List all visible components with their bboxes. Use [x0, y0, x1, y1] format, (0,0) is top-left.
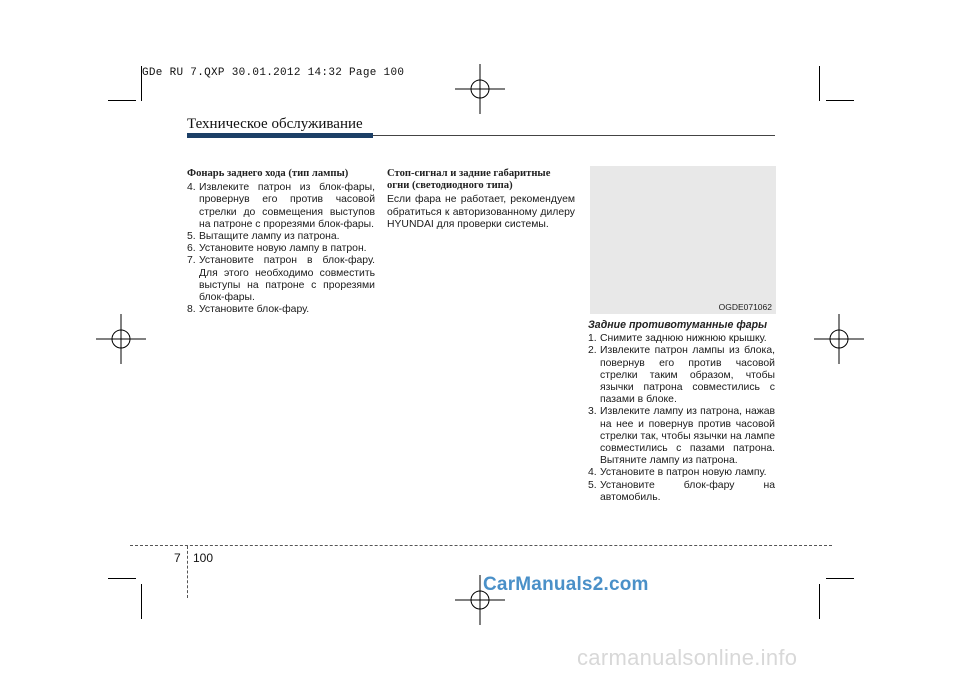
section-title-rule — [373, 135, 775, 136]
registration-mark-top — [455, 64, 505, 114]
list-item: 4. Извлеките патрон из блок-фары, провернув его против часовой стрелки до совмещения выступов на патроне с прорезями блок-фары. — [187, 182, 375, 230]
list-item: 5. Установите блок-фару на автомобиль. — [588, 479, 775, 503]
left-column — [187, 168, 375, 316]
list-item: 2. Извлеките патрон лампы из блока, повернув его против часовой стрелки таким образом, чтобы язычки патрона совместились с пазами в блоке. — [588, 345, 775, 406]
list-item: 5. Вытащите лампу из патрона. — [187, 231, 340, 243]
watermark-carmanuals2: CarManuals2.com — [483, 574, 649, 595]
registration-mark-right — [814, 314, 864, 364]
left-heading: Фонарь заднего хода (тип лампы) — [187, 168, 349, 179]
list-item: 3. Извлеките лампу из патрона, нажав на нее и повернув против часовой стрелки так, чтобы язычки на лампе совместились с пазами патрона. Вытяните лампу из патрона. — [588, 406, 775, 467]
list-item: 7. Установите патрон в блок-фару. Для этого необходимо совместить выступы на патроне с прорезями блок-фары. — [187, 255, 375, 304]
middle-text: Если фара не работает, рекомендуем обратиться к авторизованному дилеру HYUNDAI для проверки системы. — [387, 194, 575, 230]
list-item: 4. Установите в патрон новую лампу. — [588, 467, 767, 479]
right-column — [588, 319, 775, 504]
middle-column — [387, 168, 575, 231]
section-title-bar — [187, 133, 373, 138]
list-item: 1. Снимите заднюю нижнюю крышку. — [588, 333, 767, 345]
footer-rule — [130, 545, 832, 546]
section-title: Техническое обслуживание — [187, 116, 363, 132]
figure-image — [590, 166, 776, 314]
middle-heading: Стоп-сигнал и задние габаритные огни (светодиодного типа) — [387, 168, 551, 192]
footer-separator — [187, 546, 188, 598]
list-item: 6. Установите новую лампу в патрон. — [187, 243, 367, 255]
registration-mark-left — [96, 314, 146, 364]
page-number: 100 — [193, 551, 214, 565]
print-slug: GDe RU 7.QXP 30.01.2012 14:32 Page 100 — [142, 67, 405, 79]
chapter-number: 7 — [174, 551, 181, 565]
figure-code: OGDE071062 — [718, 302, 772, 312]
list-item: 8. Установите блок-фару. — [187, 304, 310, 316]
watermark-carmanualsonline: carmanualsonline.info — [577, 645, 798, 670]
right-heading: Задние противотуманные фары — [588, 319, 768, 331]
